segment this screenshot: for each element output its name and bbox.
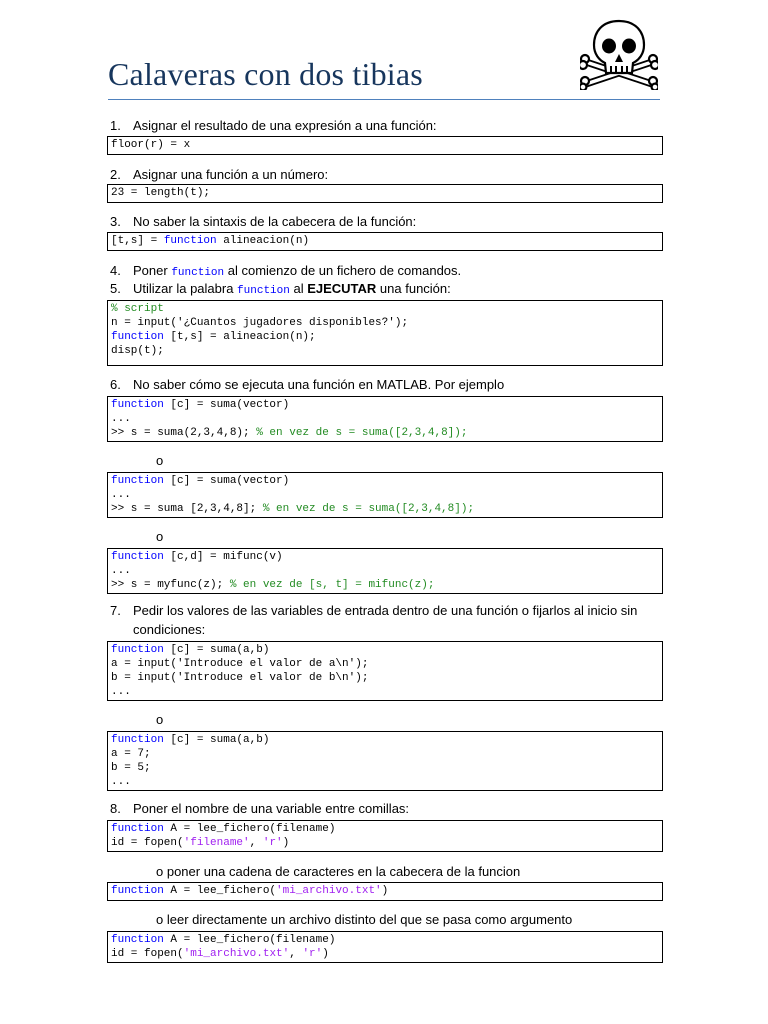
list-item-4: 4. Poner function al comienzo de un fichero de comandos. <box>110 263 462 279</box>
list-item-2: 2. Asignar una función a un número: <box>110 167 329 182</box>
code-block-8b: function A = lee_fichero('mi_archivo.txt') <box>107 882 663 901</box>
list-item-7-continuation: condiciones: <box>133 622 206 637</box>
connector-o-leer: o leer directamente un archivo distinto del que se pasa como argumento <box>156 912 573 927</box>
code-block-8a: function A = lee_fichero(filename) id = fopen('filename', 'r') <box>107 820 663 852</box>
list-item-5: 5. Utilizar la palabra function al EJECUTAR una función: <box>110 281 451 297</box>
code-block-6b: function [c] = suma(vector) ... >> s = suma [2,3,4,8]; % en vez de s = suma([2,3,4,8]); <box>107 472 663 518</box>
page-title: Calaveras con dos tibias <box>108 56 423 92</box>
list-item-6: 6. No saber cómo se ejecuta una función en MATLAB. Por ejemplo <box>110 377 505 392</box>
code-block-7b: function [c] = suma(a,b) a = 7; b = 5; ... <box>107 731 663 791</box>
list-item-1: 1. Asignar el resultado de una expresión a una función: <box>110 118 437 133</box>
connector-o-3: o <box>156 712 164 727</box>
connector-o-2: o <box>156 529 164 544</box>
code-block-8c: function A = lee_fichero(filename) id = fopen('mi_archivo.txt', 'r') <box>107 931 663 963</box>
connector-o-cadena: o poner una cadena de caracteres en la cabecera de la funcion <box>156 864 521 879</box>
code-block-7a: function [c] = suma(a,b) a = input('Introduce el valor de a\n'); b = input('Introduce el valor de b\n'); ... <box>107 641 663 701</box>
skull-crossbones-icon <box>580 18 658 90</box>
code-block-6a: function [c] = suma(vector) ... >> s = suma(2,3,4,8); % en vez de s = suma([2,3,4,8]); <box>107 396 663 442</box>
code-block-6c: function [c,d] = mifunc(v) ... >> s = myfunc(z); % en vez de [s, t] = mifunc(z); <box>107 548 663 594</box>
code-block-1: floor(r) = x <box>107 136 663 155</box>
list-item-7: 7. Pedir los valores de las variables de entrada dentro de una función o fijarlos al inicio sin <box>110 603 638 618</box>
title-divider <box>108 99 660 100</box>
code-block-2: 23 = length(t); <box>107 184 663 203</box>
code-block-5: % script n = input('¿Cuantos jugadores disponibles?'); function [t,s] = alineacion(n); disp(t); <box>107 300 663 366</box>
connector-o-1: o <box>156 453 164 468</box>
list-item-8: 8. Poner el nombre de una variable entre comillas: <box>110 801 410 816</box>
code-block-3: [t,s] = function alineacion(n) <box>107 232 663 251</box>
list-item-3: 3. No saber la sintaxis de la cabecera de la función: <box>110 214 417 229</box>
